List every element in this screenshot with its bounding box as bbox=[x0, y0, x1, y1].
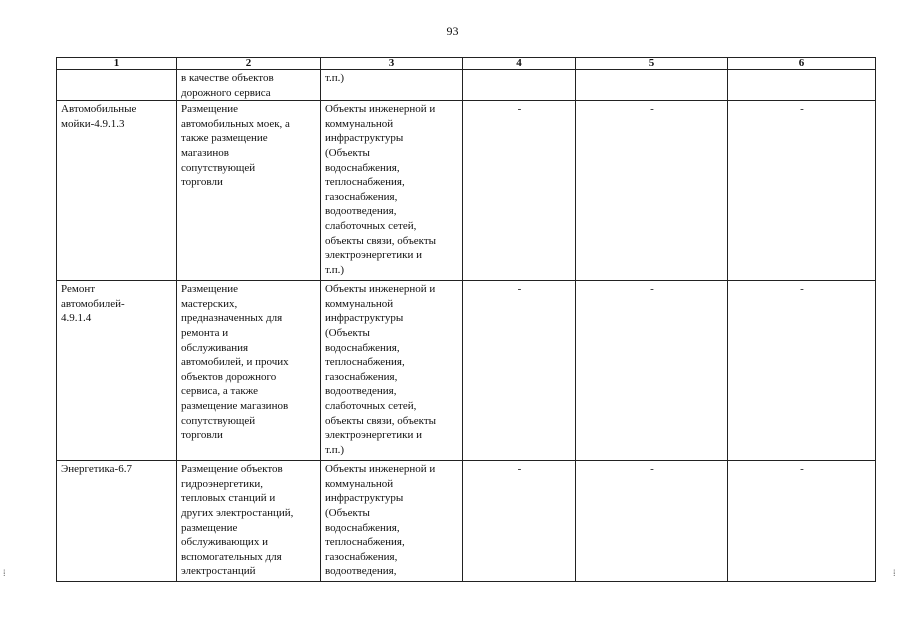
column-header-1: 1 bbox=[57, 58, 177, 70]
column-header-5: 5 bbox=[576, 58, 728, 70]
page-number: 93 bbox=[446, 24, 459, 38]
table-row bbox=[57, 461, 876, 582]
use-type-cell: Ремонт автомобилей- 4.9.1.4 bbox=[57, 281, 177, 461]
param-cell-5: - bbox=[576, 281, 728, 461]
permitted-use-table bbox=[56, 57, 876, 582]
column-header-6: 6 bbox=[728, 58, 876, 70]
param-cell-5: - bbox=[576, 101, 728, 281]
param-cell-6: - bbox=[728, 461, 876, 582]
auxiliary-use-cell: Объекты инженерной и коммунальной инфраструктуры (Объекты водоснабжения, теплоснабжения, газоснабжения, водоотведения, слаботочных сетей, объекты связи, объекты электроэнергетики и т.п.) bbox=[321, 281, 463, 461]
param-cell-5: - bbox=[576, 461, 728, 582]
auxiliary-use-cell: т.п.) bbox=[321, 70, 463, 101]
param-cell-6 bbox=[728, 70, 876, 101]
description-cell: Размещение объектов гидроэнергетики, тепловых станций и других электростанций, размещение обслуживающих и вспомогательных для электростанций bbox=[177, 461, 321, 582]
description-cell: Размещение автомобильных моек, а также размещение магазинов сопутствующей торговли bbox=[177, 101, 321, 281]
column-header-3: 3 bbox=[321, 58, 463, 70]
left-scan-mark: ⁞ bbox=[3, 568, 6, 578]
table-row bbox=[57, 101, 876, 281]
description-cell: Размещение мастерских, предназначенных для ремонта и обслуживания автомобилей, и прочих объектов дорожного сервиса, а также размещение магазинов сопутствующей торговли bbox=[177, 281, 321, 461]
param-cell-4 bbox=[463, 70, 576, 101]
param-cell-4: - bbox=[463, 101, 576, 281]
auxiliary-use-cell: Объекты инженерной и коммунальной инфраструктуры (Объекты водоснабжения, теплоснабжения, газоснабжения, водоотведения, слаботочных сетей, объекты связи, объекты электроэнергетики и т.п.) bbox=[321, 101, 463, 281]
description-cell: в качестве объектов дорожного сервиса bbox=[177, 70, 321, 101]
table-row bbox=[57, 70, 876, 101]
auxiliary-use-cell: Объекты инженерной и коммунальной инфраструктуры (Объекты водоснабжения, теплоснабжения, газоснабжения, водоотведения, bbox=[321, 461, 463, 582]
param-cell-6: - bbox=[728, 281, 876, 461]
use-type-cell: Энергетика-6.7 bbox=[57, 461, 177, 582]
table-header-row bbox=[57, 58, 876, 70]
param-cell-4: - bbox=[463, 461, 576, 582]
table-row bbox=[57, 281, 876, 461]
param-cell-5 bbox=[576, 70, 728, 101]
use-type-cell bbox=[57, 70, 177, 101]
param-cell-6: - bbox=[728, 101, 876, 281]
column-header-2: 2 bbox=[177, 58, 321, 70]
use-type-cell: Автомобильные мойки-4.9.1.3 bbox=[57, 101, 177, 281]
column-header-4: 4 bbox=[463, 58, 576, 70]
param-cell-4: - bbox=[463, 281, 576, 461]
right-scan-mark: ⁞ bbox=[893, 568, 896, 578]
